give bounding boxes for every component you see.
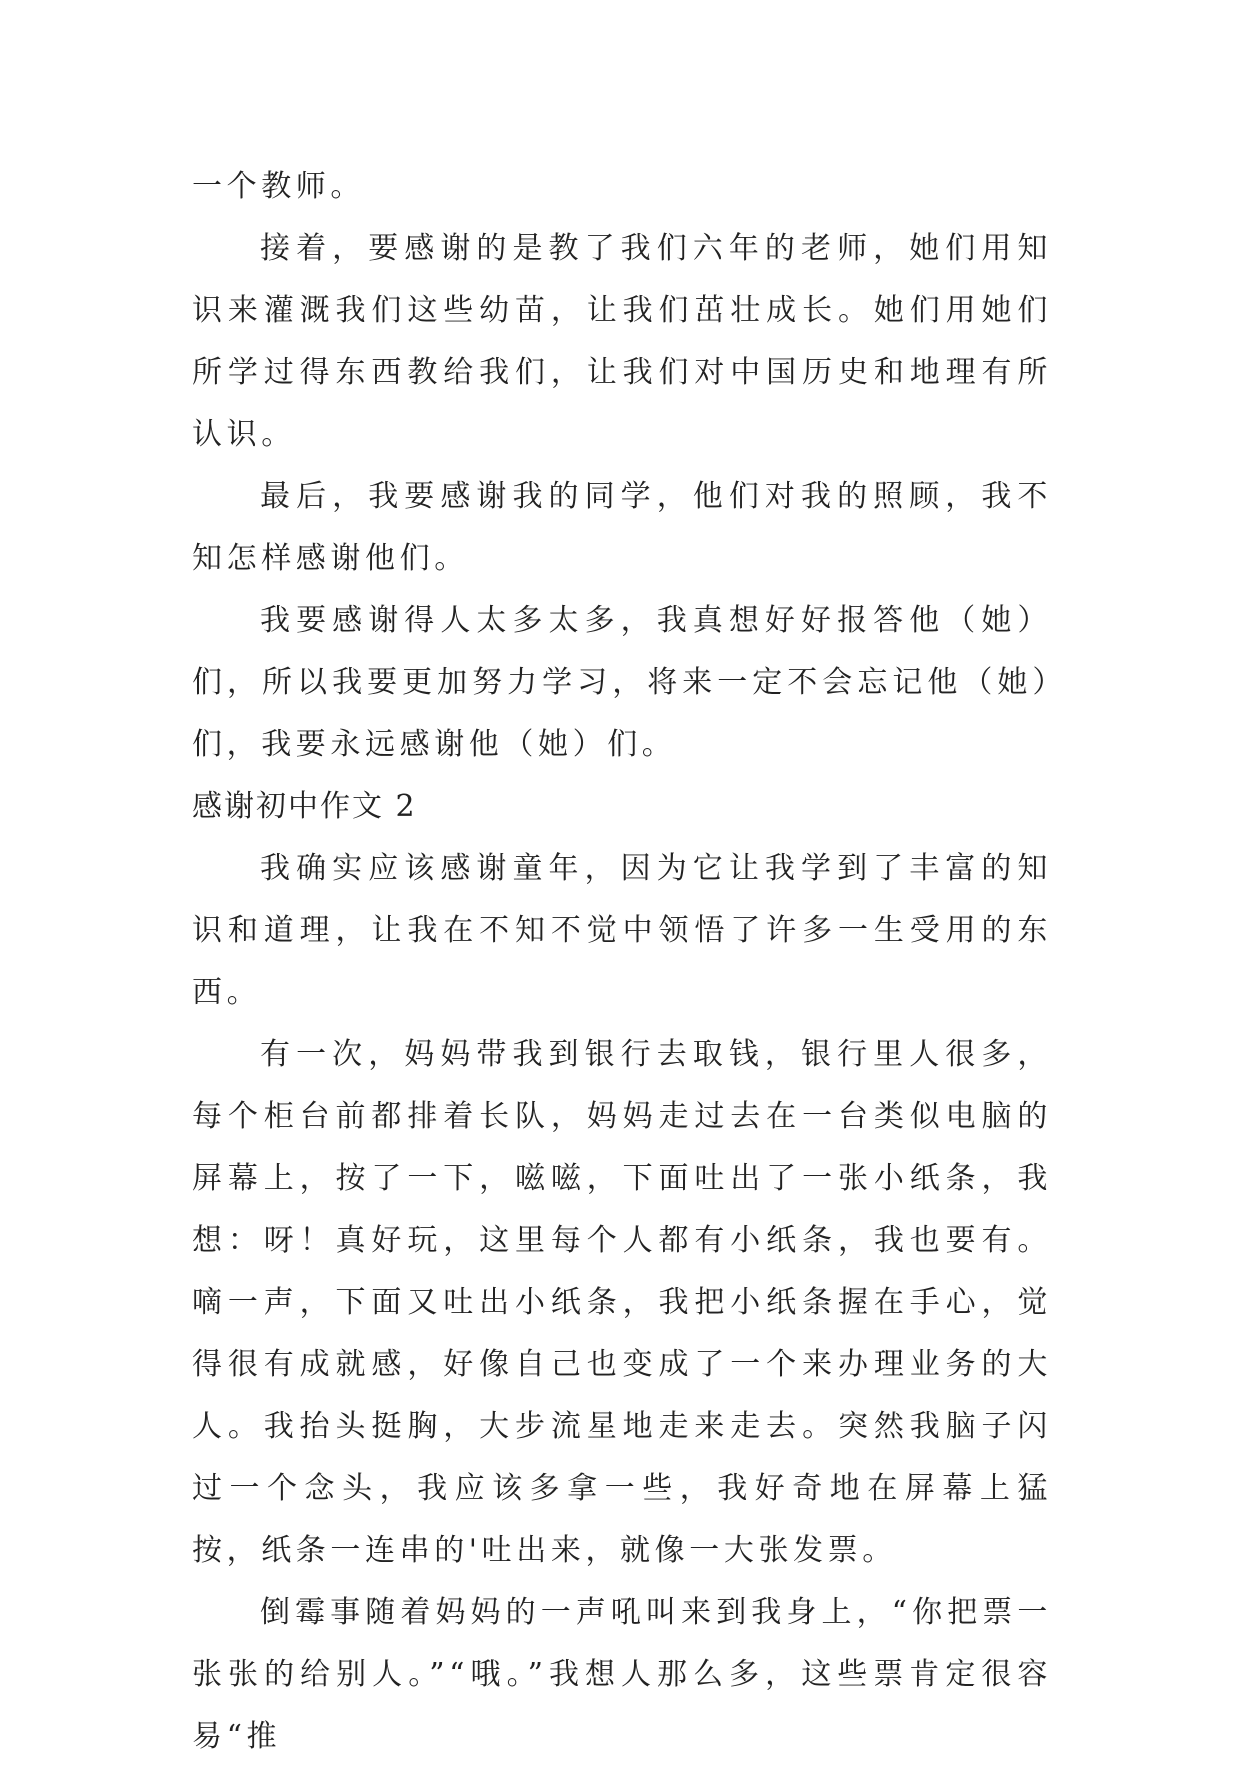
document-body <box>192 156 1052 1768</box>
paragraph-7: 倒霉事随着妈妈的一声吼叫来到我身上，“你把票一张张的给别人。”“哦。”我想人那么多，这些票肯定很容易“推 <box>192 1595 1052 1754</box>
paragraph-2: 接着，要感谢的是教了我们六年的老师，她们用知识来灌溉我们这些幼苗，让我们茁壮成长。她们用她们所学过得东西教给我们，让我们对中国历史和地理有所认识。 <box>192 231 1052 452</box>
paragraph-4: 我要感谢得人太多太多，我真想好好报答他（她）们，所以我要更加努力学习，将来一定不会忘记他（她）们，我要永远感谢他（她）们。 <box>192 603 1052 762</box>
paragraph-5: 我确实应该感谢童年，因为它让我学到了丰富的知识和道理，让我在不知不觉中领悟了许多一生受用的东西。 <box>192 851 1052 1010</box>
paragraph-3: 最后，我要感谢我的同学，他们对我的照顾，我不知怎样感谢他们。 <box>192 479 1052 576</box>
essay-heading: 感谢初中作文 2 <box>192 789 417 824</box>
paragraph-6: 有一次，妈妈带我到银行去取钱，银行里人很多，每个柜台前都排着长队，妈妈走过去在一台类似电脑的屏幕上，按了一下，嗞嗞，下面吐出了一张小纸条，我想：呀！真好玩，这里每个人都有小纸条，我也要有。嘀一声，下面又吐出小纸条，我把小纸条握在手心，觉得很有成就感，好像自己也变成了一个来办理业务的大人。我抬头挺胸，大步流星地走来走去。突然我脑子闪过一个念头，我应该多拿一些，我好奇地在屏幕上猛按，纸条一连串的'吐出来，就像一大张发票。 <box>192 1037 1052 1568</box>
paragraph-1: 一个教师。 <box>192 169 365 204</box>
